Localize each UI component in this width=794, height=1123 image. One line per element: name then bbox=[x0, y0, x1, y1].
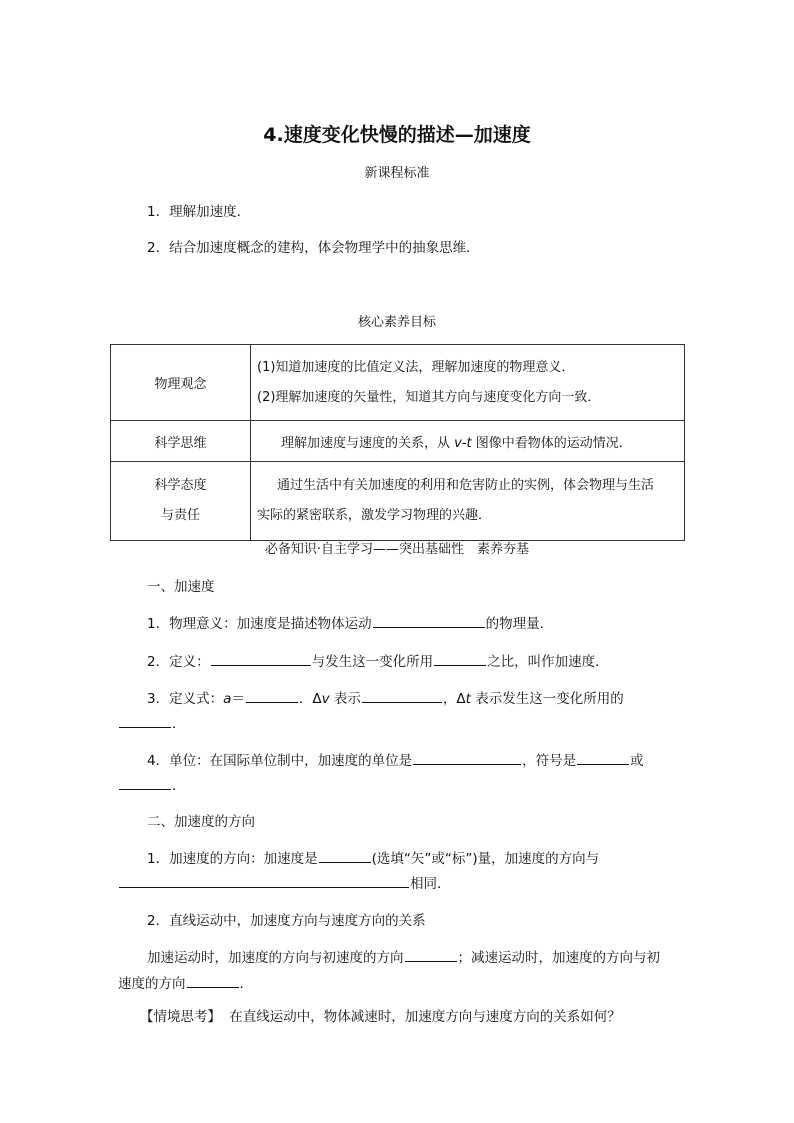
s2-q3-cont bbox=[118, 972, 253, 992]
core-goals-heading: 核心素养目标 bbox=[357, 315, 436, 330]
answer-blank[interactable] bbox=[246, 688, 298, 703]
answer-blank[interactable] bbox=[119, 713, 171, 728]
q-text: 4．单位：在国际单位制中，加速度的单位是 bbox=[147, 753, 413, 769]
answer-blank[interactable] bbox=[211, 651, 311, 666]
var-t: t bbox=[465, 691, 471, 707]
s2-q2: 2．直线运动中，加速度方向与速度方向的关系 bbox=[147, 913, 426, 929]
answer-blank[interactable] bbox=[187, 973, 239, 988]
goal-content-attitude bbox=[251, 462, 685, 541]
scenario-thinking bbox=[140, 1005, 621, 1025]
s2-q3 bbox=[147, 946, 660, 966]
goal-label-thinking: 科学思维 bbox=[111, 421, 251, 462]
goal-content-physics bbox=[251, 345, 685, 421]
answer-blank[interactable] bbox=[373, 613, 485, 628]
goal-label-attitude bbox=[111, 462, 251, 541]
goal-line: (1)知道加速度的比值定义法，理解加速度的物理意义． bbox=[257, 359, 575, 375]
q-text: ．Δ bbox=[298, 691, 322, 707]
table-row bbox=[111, 421, 685, 462]
s1-q2 bbox=[147, 650, 609, 670]
var-v: v bbox=[321, 691, 330, 707]
q-text: 速度的方向 bbox=[118, 976, 186, 992]
new-standard-heading: 新课程标准 bbox=[364, 166, 430, 181]
q-text: 表示发生这一变化所用的 bbox=[470, 691, 624, 707]
core-goals-table bbox=[110, 344, 685, 541]
goal-line: (2)理解加速度的矢量性，知道其方向与速度变化方向一致． bbox=[257, 389, 601, 405]
q-text: ＝ bbox=[231, 691, 245, 707]
table-row bbox=[111, 345, 685, 421]
section2-heading: 二、加速度的方向 bbox=[147, 814, 255, 830]
scenario-question: 在直线运动中，物体减速时，加速度方向与速度方向的关系如何？ bbox=[229, 1009, 621, 1025]
q-text: 3．定义式： bbox=[147, 691, 224, 707]
answer-blank[interactable] bbox=[119, 775, 171, 790]
q-text: 加速运动时，加速度的方向与初速度的方向 bbox=[147, 950, 404, 966]
s1-q4-cont bbox=[118, 774, 186, 794]
q-text: ． bbox=[172, 716, 186, 732]
goal-content-thinking bbox=[251, 421, 685, 462]
q-text: 与发生这一变化所用 bbox=[311, 654, 434, 670]
q-text: ，符号是 bbox=[522, 753, 577, 769]
scenario-tag: 【情境思考】 bbox=[140, 1009, 221, 1025]
answer-blank[interactable] bbox=[119, 873, 409, 888]
q-text: 相同． bbox=[410, 876, 451, 892]
var-a: a bbox=[223, 691, 232, 707]
goal-text: 理解加速度与速度的关系，从 bbox=[281, 435, 455, 451]
s1-q4 bbox=[147, 749, 644, 769]
s1-q3-cont bbox=[118, 712, 186, 732]
answer-blank[interactable] bbox=[362, 688, 442, 703]
answer-blank[interactable] bbox=[319, 848, 371, 863]
standard-item-2: 2．结合加速度概念的建构，体会物理学中的抽象思维． bbox=[147, 240, 480, 256]
q-text: 1．物理意义：加速度是描述物体运动 bbox=[147, 616, 372, 632]
goal-text: 图像中看物体的运动情况． bbox=[471, 435, 632, 451]
s2-q1 bbox=[147, 847, 599, 867]
table-row bbox=[111, 462, 685, 541]
q-text: 2．定义： bbox=[147, 654, 210, 670]
q-text: ；减速运动时，加速度的方向与初 bbox=[457, 950, 660, 966]
answer-blank[interactable] bbox=[577, 750, 629, 765]
q-text: 的物理量． bbox=[485, 616, 554, 632]
page-title: 4.速度变化快慢的描述—加速度 bbox=[263, 124, 531, 146]
q-text: ． bbox=[172, 778, 186, 794]
s2-q1-cont bbox=[118, 872, 451, 892]
goal-var: v-t bbox=[454, 435, 472, 451]
answer-blank[interactable] bbox=[434, 651, 486, 666]
q-text: 表示 bbox=[329, 691, 361, 707]
q-text: 或 bbox=[630, 753, 644, 769]
goal-line: 实际的紧密联系，激发学习物理的兴趣． bbox=[257, 508, 492, 523]
q-text: ，Δ bbox=[442, 691, 466, 707]
section1-heading: 一、加速度 bbox=[147, 579, 215, 595]
q-text: 之比，叫作加速度． bbox=[487, 654, 609, 670]
answer-blank[interactable] bbox=[405, 947, 457, 962]
s1-q3 bbox=[147, 687, 624, 707]
standard-item-1: 1．理解加速度． bbox=[147, 204, 251, 220]
s1-q1 bbox=[147, 612, 553, 632]
q-text: (选填“矢”或“标”)量，加速度的方向与 bbox=[371, 851, 600, 867]
goal-label-line: 与责任 bbox=[160, 508, 200, 523]
goal-label-line: 科学态度 bbox=[154, 478, 207, 493]
knowledge-heading: 必备知识·自主学习——突出基础性 素养夯基 bbox=[264, 542, 530, 557]
q-text: 1．加速度的方向：加速度是 bbox=[147, 851, 318, 867]
q-text: ． bbox=[239, 976, 253, 992]
goal-line: 通过生活中有关加速度的利用和危害防止的实例，体会物理与生活 bbox=[277, 478, 655, 493]
goal-label-physics: 物理观念 bbox=[111, 345, 251, 421]
answer-blank[interactable] bbox=[413, 750, 521, 765]
